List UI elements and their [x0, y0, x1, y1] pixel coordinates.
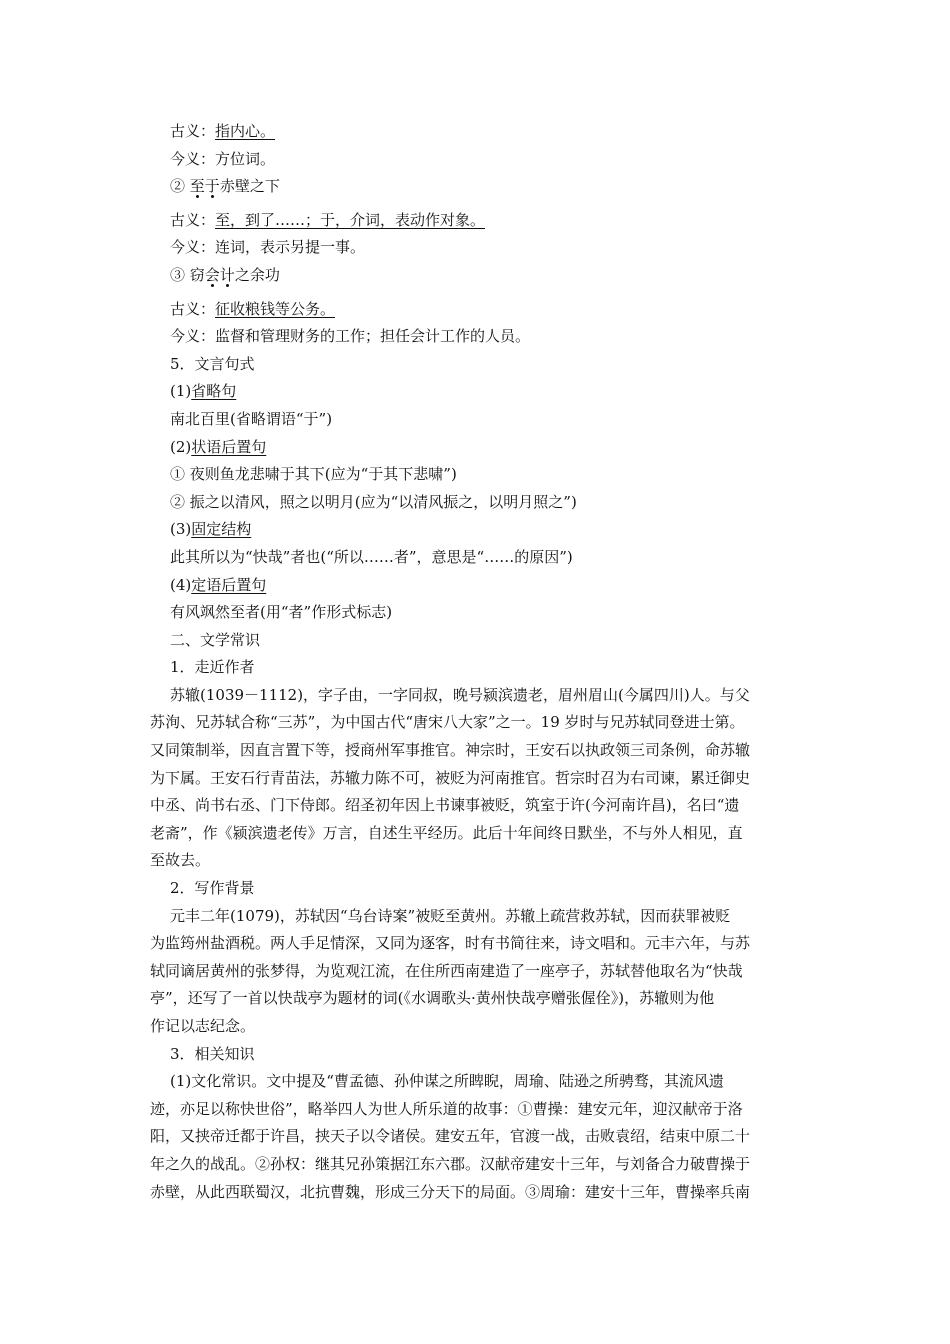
dotted-char: 至 [189, 177, 205, 196]
ancient-meaning: 指内心。 [215, 122, 276, 140]
example-text: 赤壁之下 [219, 177, 280, 196]
paragraph-line: 赤壁，从此西联蜀汉，北抗曹魏，形成三分天下的局面。③周瑜：建安十三年，曹操率兵南 [150, 1182, 751, 1201]
vocab-line-2: 今义：方位词。 [170, 149, 276, 168]
paragraph-line: 中丞、尚书右丞、门下侍郎。绍圣初年因上书谏事被贬，筑室于许(今河南许昌)，名曰“遗 [150, 796, 740, 815]
ancient-meaning: 至，到了……；于，介词，表动作对象。 [215, 210, 486, 229]
type-number: (2) [170, 437, 192, 456]
paragraph-line: 迹，亦足以称快世俗”，略举四人为世人所乐道的故事：①曹操：建安元年，迎汉献帝于洛 [150, 1099, 743, 1118]
type-number: (4) [170, 575, 192, 594]
label-ancient: 古义： [170, 299, 216, 318]
dotted-char: 于 [204, 177, 220, 196]
author-paragraph [150, 682, 820, 875]
paragraph-line: 元丰二年(1079)，苏轼因“乌台诗案”被贬至黄州。苏辙上疏营救苏轼，因而获罪被贬 [170, 906, 731, 925]
type-name: 定语后置句 [191, 575, 267, 594]
type-number: (3) [170, 520, 192, 539]
syntax-example: 南北百里(省略谓语“于”) [170, 409, 333, 428]
syntax-example: ② 振之以清风，照之以明月(应为“以清风振之，以明月照之”) [170, 492, 577, 511]
syntax-heading: 5．文言句式 [170, 354, 255, 373]
document-page [150, 118, 820, 1206]
paragraph-line: 为下属。王安石行青苗法，苏辙力陈不可，被贬为河南推官。哲宗时召为右司谏，累迁御史 [150, 768, 751, 787]
paragraph-line: 轼同谪居黄州的张梦得，为览观江流，在住所西南建造了一座亭子，苏轼替他取名为“快哉 [150, 961, 743, 980]
syntax-example: 此其所以为“快哉”者也(“所以……者”，意思是“……的原因”) [170, 547, 573, 566]
syntax-example: ① 夜则鱼龙悲啸于其下(应为“于其下悲啸”) [170, 465, 457, 484]
paragraph-line: 苏辙(1039－1112)，字子由，一字同叔，晚号颍滨遗老，眉州眉山(今属四川)人。与父 [170, 685, 750, 704]
syntax-type-3 [170, 516, 820, 544]
dotted-char: 会 [204, 265, 220, 284]
syntax-type-4 [170, 572, 820, 600]
type-name: 省略句 [191, 382, 237, 401]
related-paragraph [150, 1068, 820, 1206]
paragraph-line: (1)文化常识。文中提及“曹孟德、孙仲谋之所睥睨，周瑜、陆逊之所骋骛，其流风遗 [170, 1072, 724, 1091]
label-ancient: 古义： [170, 210, 216, 229]
type-name: 状语后置句 [191, 437, 267, 456]
example-text: ③ 窃 [170, 265, 205, 284]
vocab-line-5: 今义：连词，表示另提一事。 [170, 238, 366, 257]
example-text: 之余功 [234, 265, 280, 284]
paragraph-line: 苏洵、兄苏轼合称“三苏”，为中国古代“唐宋八大家”之一。19 岁时与兄苏轼同登进士第。 [150, 713, 745, 732]
vocab-line-3 [170, 173, 820, 201]
literature-heading: 二、文学常识 [170, 630, 261, 649]
background-heading: 2．写作背景 [170, 879, 255, 898]
paragraph-line: 老斋”，作《颍滨遗老传》万言，自述生平经历。此后十年间终日默坐，不与外人相见，直 [150, 823, 743, 842]
syntax-example: 有风飒然至者(用“者”作形式标志) [170, 603, 393, 622]
related-heading: 3．相关知识 [170, 1044, 255, 1063]
label-ancient: 古义： [170, 122, 216, 140]
paragraph-line: 至故去。 [150, 851, 211, 870]
paragraph-line: 又同策制举，因直言置下等，授商州军事推官。神宗时，王安石以执政领三司条例，命苏辙 [150, 741, 751, 760]
ancient-meaning: 征收粮钱等公务。 [215, 299, 336, 318]
paragraph-line: 为监筠州盐酒税。两人手足情深，又同为逐客，时有书简往来，诗文唱和。元丰六年，与苏 [150, 934, 751, 953]
vocab-line-4 [170, 207, 820, 235]
type-name: 固定结构 [191, 520, 252, 539]
item-number: ② [170, 177, 190, 196]
dotted-char: 计 [219, 265, 235, 284]
vocab-line-7 [170, 296, 820, 324]
paragraph-line: 年之久的战乱。②孙权：继其兄孙策据江东六郡。汉献帝建安十三年，与刘备合力破曹操于 [150, 1154, 751, 1173]
paragraph-line: 作记以志纪念。 [150, 1017, 256, 1035]
author-heading: 1．走近作者 [170, 658, 255, 677]
type-number: (1) [170, 382, 192, 401]
vocab-line-8: 今义：监督和管理财务的工作；担任会计工作的人员。 [170, 327, 531, 346]
paragraph-line: 阳，又挟帝迁都于许昌，挟天子以令诸侯。建安五年，官渡一战，击败袁绍，结束中原二十 [150, 1127, 751, 1146]
vocab-line-6 [170, 262, 820, 290]
background-paragraph [150, 903, 820, 1041]
syntax-type-2 [170, 434, 820, 462]
paragraph-line: 亭”，还写了一首以快哉亭为题材的词(《水调歌头·黄州快哉亭赠张偓佺》)，苏辙则为他 [150, 989, 715, 1008]
vocab-line-1 [170, 118, 820, 146]
syntax-type-1 [170, 378, 820, 406]
